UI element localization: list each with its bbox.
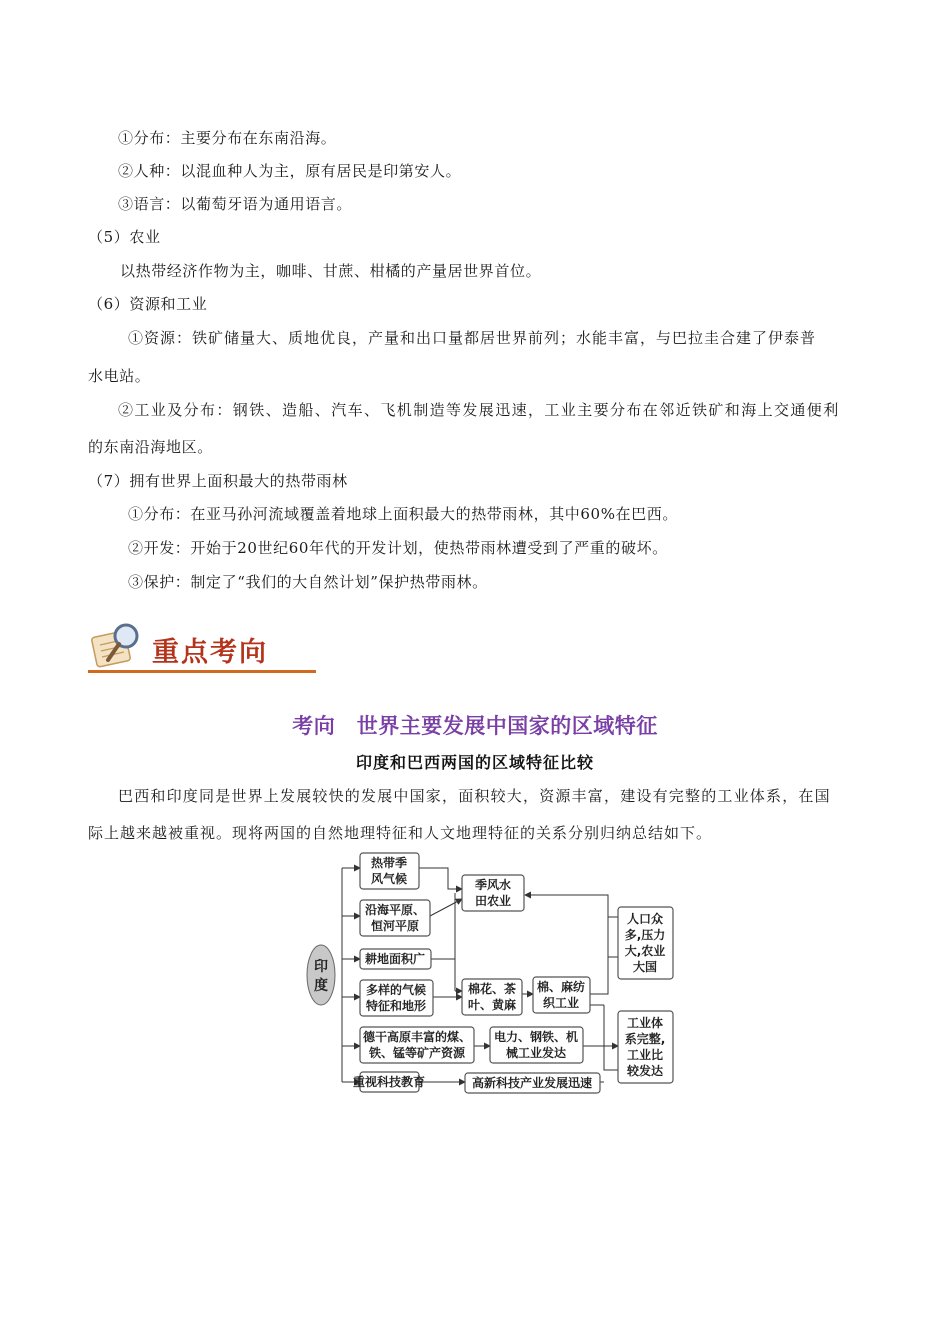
node-label: 工业比 (626, 1048, 664, 1062)
paragraph: 以热带经济作物为主，咖啡、甘蔗、柑橘的产量居世界首位。 (120, 262, 542, 280)
node-label: 铁、锰等矿产资源 (368, 1046, 466, 1060)
paragraph: 水电站。 (88, 367, 151, 385)
node-label: 工业体 (626, 1016, 664, 1030)
node-label: 德干高原丰富的煤、 (362, 1030, 472, 1044)
node-label: 叶、黄麻 (467, 998, 517, 1012)
paragraph: ①分布：主要分布在东南沿海。 (118, 129, 337, 147)
node-label: 人口众 (626, 912, 664, 926)
section-banner (88, 620, 316, 676)
magnifier-notebook-icon (88, 620, 148, 672)
paragraph: ①分布：在亚马孙河流域覆盖着地球上面积最大的热带雨林，其中60%在巴西。 (128, 505, 678, 523)
india-flow-diagram (300, 845, 690, 1105)
node-label: 较发达 (626, 1064, 664, 1078)
paragraph: ①资源：铁矿储量大、质地优良，产量和出口量都居世界前列；水能丰富，与巴拉圭合建了伊泰普 (128, 329, 817, 347)
node-label: 系完整, (624, 1032, 666, 1046)
paragraph: （5）农业 (88, 228, 161, 246)
node-label: 多样的气候 (365, 983, 427, 997)
node-label: 多,压力 (624, 928, 666, 942)
node-label: 特征和地形 (365, 999, 427, 1013)
node-label: 电力、钢铁、机 (493, 1030, 579, 1044)
node-label: 械工业发达 (505, 1046, 567, 1060)
node-label: 高新科技产业发展迅速 (471, 1076, 593, 1090)
paragraph: ②工业及分布：钢铁、造船、汽车、飞机制造等发展迅速，工业主要分布在邻近铁矿和海上交通便利 (118, 401, 840, 419)
paragraph: ②开发：开始于20世纪60年代的开发计划，使热带雨林遭受到了严重的破坏。 (128, 539, 668, 557)
node-label: 织工业 (542, 996, 580, 1010)
intro-paragraph: 际上越来越被重视。现将两国的自然地理特征和人文地理特征的关系分别归纳总结如下。 (88, 824, 713, 842)
node-label: 沿海平原、 (364, 903, 426, 917)
node-label: 耕地面积广 (364, 952, 426, 966)
diagram-canvas (300, 845, 690, 1105)
node-label: 风气候 (370, 872, 408, 886)
node-label: 田农业 (474, 894, 512, 908)
node-label: 棉、麻纺 (536, 980, 586, 994)
paragraph: （6）资源和工业 (88, 295, 208, 313)
root-label: 印 (314, 959, 328, 975)
paragraph: 的东南沿海地区。 (88, 438, 213, 456)
banner-title: 重点考向 (152, 637, 268, 668)
root-label: 度 (314, 978, 328, 994)
banner-underline (88, 670, 316, 673)
section-subheading: 印度和巴西两国的区域特征比较 (355, 753, 594, 772)
section-heading: 考向 世界主要发展中国家的区域特征 (292, 714, 658, 738)
paragraph: ②人种：以混血种人为主，原有居民是印第安人。 (118, 162, 462, 180)
paragraph: （7）拥有世界上面积最大的热带雨林 (88, 472, 348, 490)
paragraph: ③语言：以葡萄牙语为通用语言。 (118, 195, 353, 213)
intro-paragraph: 巴西和印度同是世界上发展较快的发展中国家，面积较大，资源丰富，建设有完整的工业体系，在国 (118, 787, 831, 805)
node-label: 重视科技教育 (352, 1075, 426, 1089)
node-label: 棉花、茶 (467, 982, 517, 996)
node-label: 大,农业 (624, 944, 666, 958)
paragraph: ③保护：制定了“我们的大自然计划”保护热带雨林。 (128, 573, 488, 591)
node-label: 热带季 (370, 856, 408, 870)
root-node (307, 945, 335, 1005)
node-label: 季风水 (474, 878, 512, 892)
node-label: 恒河平原 (370, 919, 420, 933)
node-label: 大国 (632, 960, 658, 974)
